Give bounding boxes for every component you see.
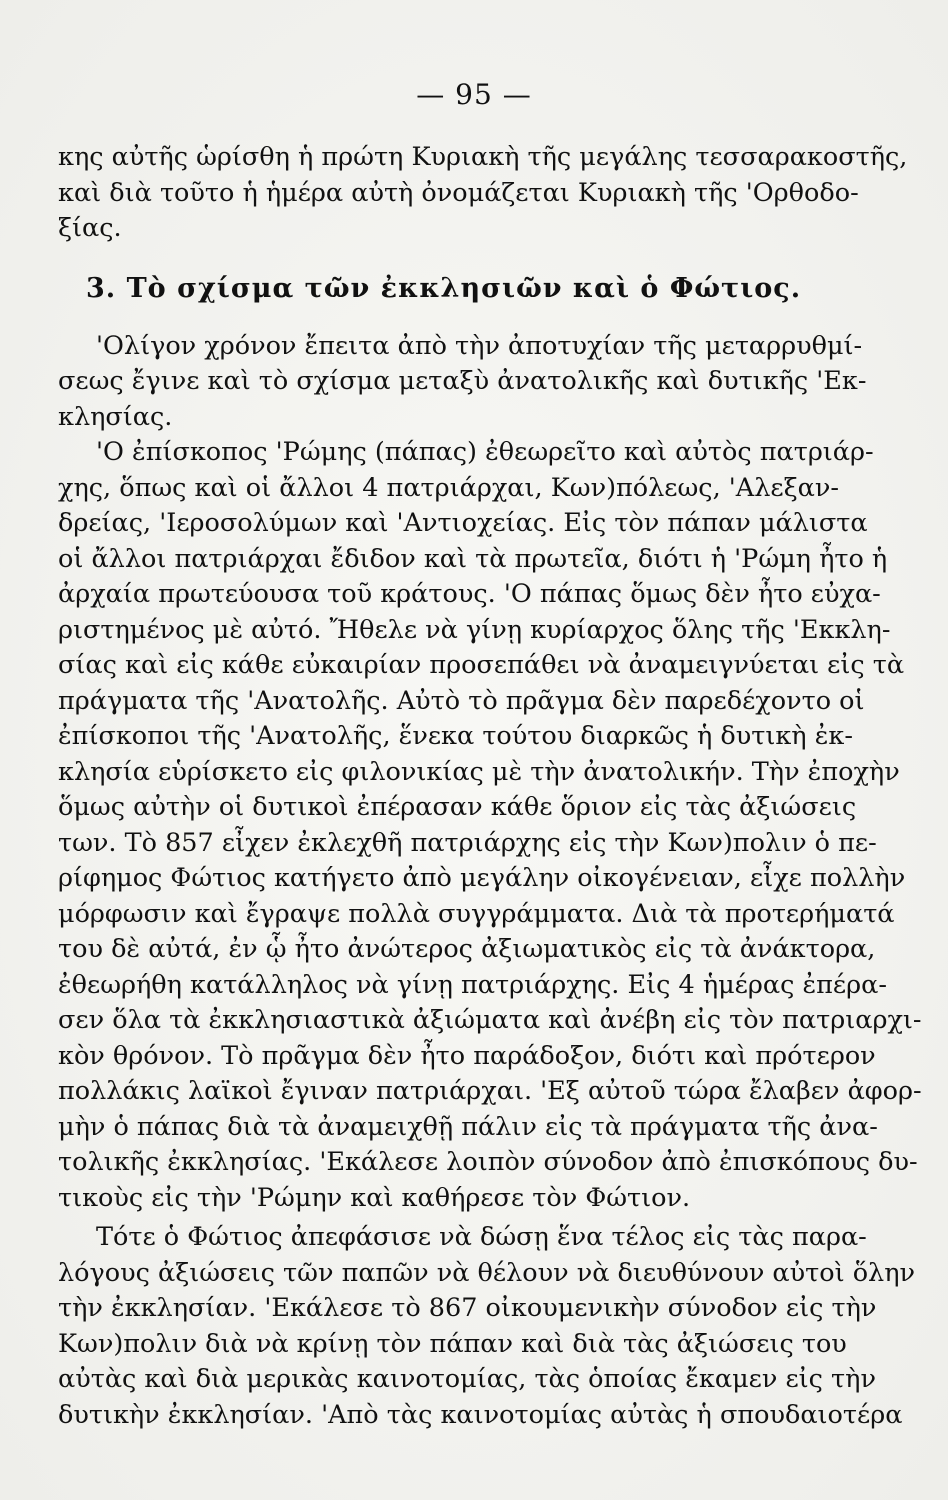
text-line: πράγματα τῆς 'Ανατολῆς. Αὐτὸ τὸ πρᾶγμα δὲν παρεδέχοντο οἱ (58, 685, 865, 716)
section-heading: 3. Τὸ σχίσμα τῶν ἐκκλησιῶν καὶ ὁ Φώτιος. (86, 272, 802, 304)
page-text (58, 140, 922, 1433)
text-line: δρείας, 'Ιεροσολύμων καὶ 'Αντιοχείας. Εἰς τὸν πάπαν μάλιστα (58, 508, 868, 538)
text-line: κλησίας. (58, 401, 173, 432)
text-line: σίας καὶ εἰς κάθε εὐκαιρίαν προσεπάθει νὰ ἀναμειγνύεται εἰς τὰ (58, 650, 905, 680)
text-line: ἀρχαία πρωτεύουσα τοῦ κράτους. 'Ο πάπας ὅμως δὲν ἦτο εὐχα- (58, 579, 881, 609)
text-line: δυτικὴν ἐκκλησίαν. 'Απὸ τὰς καινοτομίας αὐτὰς ἡ σπουδαιοτέρα (58, 1399, 903, 1430)
text-line: αὐτὰς καὶ διὰ μερικὰς καινοτομίας, τὰς ὁποίας ἔκαμεν εἰς τὴν (58, 1364, 876, 1394)
text-line: 'Ολίγον χρόνον ἔπειτα ἀπὸ τὴν ἀποτυχίαν τῆς μεταρρυθμί- (96, 330, 863, 361)
text-line: πολλάκις λαϊκοὶ ἔγιναν πατριάρχαι. 'Εξ αὐτοῦ τώρα ἔλαβεν ἀφορ- (58, 1076, 922, 1106)
text-line: Κων)πολιν διὰ νὰ κρίνῃ τὸν πάπαν καὶ διὰ τὰς ἀξιώσεις του (58, 1328, 847, 1359)
text-line: κὸν θρόνον. Τὸ πρᾶγμα δὲν ἦτο παράδοξον, διότι καὶ πρότερον (58, 1040, 876, 1071)
text-line: τὴν ἐκκλησίαν. 'Εκάλεσε τὸ 867 οἰκουμενικὴν σύνοδον εἰς τὴν (58, 1293, 877, 1323)
text-line: 'Ο ἐπίσκοπος 'Ρώμης (πάπας) ἐθεωρεῖτο καὶ αὐτὸς πατριάρ- (96, 437, 874, 467)
text-line: ρίφημος Φώτιος κατήγετο ἀπὸ μεγάλην οἰκογένειαν, εἶχε πολλὴν (58, 863, 906, 893)
text-line: ὅμως αὐτὴν οἱ δυτικοὶ ἐπέρασαν κάθε ὅριον εἰς τὰς ἀξιώσεις (58, 792, 857, 822)
text-line: κης αὐτῆς ὡρίσθη ἡ πρώτη Κυριακὴ τῆς μεγάλης τεσσαρακοστῆς, (58, 142, 908, 172)
text-line: μόρφωσιν καὶ ἔγραψε πολλὰ συγγράμματα. Διὰ τὰ προτερήματά (58, 898, 895, 929)
text-line: κλησία εὑρίσκετο εἰς φιλονικίας μὲ τὴν ἀνατολικήν. Τὴν ἐποχὴν (58, 756, 900, 787)
text-line: καὶ διὰ τοῦτο ἡ ἡμέρα αὐτὴ ὀνομάζεται Κυριακὴ τῆς 'Ορθοδο- (58, 177, 859, 208)
text-line: λόγους ἀξιώσεις τῶν παπῶν νὰ θέλουν νὰ διευθύνουν αὐτοὶ ὅλην (58, 1257, 916, 1288)
text-line: σεως ἔγινε καὶ τὸ σχίσμα μεταξὺ ἀνατολικῆς καὶ δυτικῆς 'Εκ- (58, 366, 867, 396)
text-line: των. Τὸ 857 εἶχεν ἐκλεχθῆ πατριάρχης εἰς τὴν Κων)πολιν ὁ πε- (58, 827, 877, 858)
text-line: σεν ὅλα τὰ ἐκκλησιαστικὰ ἀξιώματα καὶ ἀνέβη εἰς τὸν πατριαρχι- (58, 1005, 922, 1035)
text-line: του δὲ αὐτά, ἐν ᾧ ἦτο ἀνώτερος ἀξιωματικὸς εἰς τὰ ἀνάκτορα, (58, 934, 876, 964)
text-line: ξίας. (58, 213, 122, 243)
text-line: Τότε ὁ Φώτιος ἀπεφάσισε νὰ δώσῃ ἕνα τέλος εἰς τὰς παρα- (96, 1222, 867, 1252)
text-line: τολικῆς ἐκκλησίας. 'Εκάλεσε λοιπὸν σύνοδον ἀπὸ ἐπισκόπους δυ- (58, 1147, 918, 1177)
page-number: — 95 — (416, 78, 532, 111)
text-line: χης, ὅπως καὶ οἱ ἄλλοι 4 πατριάρχαι, Κων)πόλεως, 'Αλεξαν- (58, 472, 839, 503)
text-line: ριστημένος μὲ αὐτό. Ἤθελε νὰ γίνῃ κυρίαρχος ὅλης τῆς 'Εκκλη- (58, 614, 891, 645)
text-line: μὴν ὁ πάπας διὰ τὰ ἀναμειχθῇ πάλιν εἰς τὰ πράγματα τῆς ἀνα- (58, 1111, 878, 1142)
text-line: οἱ ἄλλοι πατριάρχαι ἔδιδον καὶ τὰ πρωτεῖα, διότι ἡ 'Ρώμη ἦτο ἡ (58, 543, 888, 574)
text-line: ἐθεωρήθη κατάλληλος νὰ γίνῃ πατριάρχης. Εἰς 4 ἡμέρας ἐπέρα- (58, 969, 887, 1000)
text-line: τικοὺς εἰς τὴν 'Ρώμην καὶ καθήρεσε τὸν Φώτιον. (58, 1182, 691, 1213)
text-line: ἐπίσκοποι τῆς 'Ανατολῆς, ἕνεκα τούτου διαρκῶς ἡ δυτικὴ ἐκ- (58, 721, 853, 751)
